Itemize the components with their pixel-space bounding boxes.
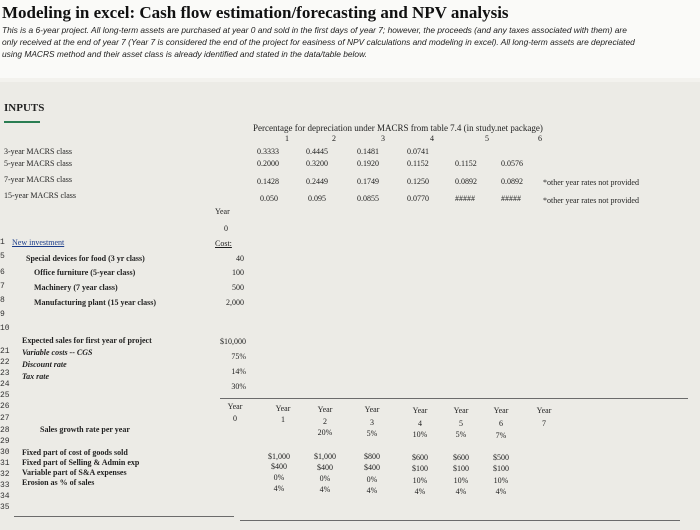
cost-value: 4% (273, 484, 285, 493)
year-number: 7 (542, 419, 546, 428)
invest-year-value: 0 (224, 224, 228, 233)
cost-label: Erosion as % of sales (22, 478, 95, 487)
macrs-col-num: 6 (538, 134, 542, 143)
sales-input-label: Discount rate (22, 360, 67, 369)
sales-input-label: Tax rate (22, 372, 50, 381)
row-number: 24 (0, 380, 10, 389)
year-header: Year (412, 406, 428, 415)
macrs-rate: 0.1481 (357, 147, 379, 156)
invest-year-label: Year (215, 207, 230, 216)
inputs-underline (4, 121, 40, 123)
year-number: 3 (370, 418, 374, 427)
macrs-rate: 0.1749 (357, 177, 379, 186)
cost-value: 0% (319, 474, 331, 483)
year-header: Year (364, 405, 380, 414)
cost-label: Variable part of S&A expenses (22, 468, 127, 477)
cost-value: 4% (495, 487, 507, 496)
macrs-rate: 0.0741 (407, 147, 429, 156)
macrs-rate: 0.050 (260, 194, 278, 203)
macrs-note: *other year rates not provided (543, 178, 639, 187)
invest-item-cost: 100 (232, 268, 244, 277)
problem-description: This is a 6-year project. All long-term assets are purchased at year 0 and sold in the first days of year 7; however, the proceeds (and any taxes associated with them) are only received at the end of year 7 (Year 7 is considered the end of the project for easiness of NPV calculations and modeling in excel). All long-term assets are depreciated using MACRS method and their asset class is already identified and stated in the data/table below. (2, 25, 635, 59)
row-number: 5 (0, 252, 5, 261)
macrs-rate: ##### (501, 194, 521, 203)
macrs-col-num: 4 (430, 134, 434, 143)
bottom-rule (240, 520, 680, 521)
macrs-rate: 0.1152 (455, 159, 477, 168)
macrs-rate: 0.3200 (306, 159, 328, 168)
invest-item-label: Manufacturing plant (15 year class) (34, 298, 157, 307)
macrs-rate: 0.1428 (257, 177, 279, 186)
cost-value: 4% (455, 487, 467, 496)
cost-value: 4% (319, 485, 331, 494)
invest-cost-label: Cost: (215, 239, 232, 248)
inputs-label: INPUTS (4, 102, 45, 114)
macrs-col-num: 5 (485, 134, 489, 143)
row-number: 1 (0, 238, 5, 247)
invest-item-label: Special devices for food (3 yr class) (26, 254, 145, 263)
macrs-class-label: 3-year MACRS class (4, 147, 72, 156)
cost-value: $1,000 (268, 452, 290, 461)
row-number: 8 (0, 296, 5, 305)
cost-value: $400 (271, 462, 287, 471)
row-number: 23 (0, 369, 10, 378)
macrs-rate: 0.4445 (306, 147, 328, 156)
invest-item-cost: 2,000 (226, 298, 244, 307)
year-number: 0 (233, 414, 237, 423)
cost-value: $100 (493, 464, 509, 473)
row-number: 22 (0, 358, 10, 367)
cost-value: $500 (493, 453, 509, 462)
year-number: 5 (459, 419, 463, 428)
macrs-col-num: 1 (285, 134, 289, 143)
cost-value: 4% (414, 487, 426, 496)
year-header: Year (275, 404, 291, 413)
macrs-heading: Percentage for depreciation under MACRS from table 7.4 (in study.net package) (253, 123, 543, 133)
invest-item-cost: 500 (232, 283, 244, 292)
row-number: 27 (0, 414, 10, 423)
year-header: Year (227, 402, 243, 411)
macrs-rate: 0.095 (308, 194, 326, 203)
macrs-class-label: 7-year MACRS class (4, 175, 72, 184)
row-number: 35 (0, 503, 10, 512)
macrs-rate: 0.0892 (501, 177, 523, 186)
row-number: 9 (0, 310, 5, 319)
year-header: Year (493, 406, 509, 415)
macrs-rate: 0.2000 (257, 159, 279, 168)
cost-value: 4% (366, 486, 378, 495)
cost-value: 10% (493, 476, 509, 485)
row-number: 10 (0, 324, 10, 333)
cost-value: 10% (453, 476, 469, 485)
row-number: 31 (0, 459, 10, 468)
cost-label: Fixed part of Selling & Admin exp (22, 458, 140, 467)
bottom-rule (14, 516, 234, 517)
cost-value: 0% (273, 473, 285, 482)
macrs-rate: 0.1152 (407, 159, 429, 168)
macrs-rate: ##### (455, 194, 475, 203)
year-header: Year (536, 406, 552, 415)
new-investment-header: New investment (12, 238, 65, 247)
row-number: 32 (0, 470, 10, 479)
macrs-rate: 0.2449 (306, 177, 328, 186)
macrs-rate: 0.0892 (455, 177, 477, 186)
macrs-class-label: 5-year MACRS class (4, 159, 72, 168)
sales-input-label: Variable costs -- CGS (22, 348, 93, 357)
cost-value: $600 (412, 453, 428, 462)
row-number: 26 (0, 402, 10, 411)
sales-input-label: Expected sales for first year of project (22, 336, 152, 345)
cost-value: $100 (453, 464, 469, 473)
year-number: 2 (323, 417, 327, 426)
growth-value: 10% (412, 430, 428, 439)
year-header: Year (317, 405, 333, 414)
macrs-rate: 0.3333 (257, 147, 279, 156)
year-header: Year (453, 406, 469, 415)
sales-input-value: 75% (231, 352, 246, 361)
row-number: 6 (0, 268, 5, 277)
growth-value: 5% (366, 429, 378, 438)
cost-value: $400 (317, 463, 333, 472)
invest-item-label: Machinery (7 year class) (34, 283, 118, 292)
cost-value: $1,000 (314, 452, 336, 461)
macrs-rate: 0.0855 (357, 194, 379, 203)
macrs-note: *other year rates not provided (543, 196, 639, 205)
macrs-class-label: 15-year MACRS class (4, 191, 76, 200)
growth-value: 20% (317, 428, 333, 437)
cost-value: 0% (366, 475, 378, 484)
row-number: 7 (0, 282, 5, 291)
row-number: 33 (0, 481, 10, 490)
year-number: 6 (499, 419, 503, 428)
year-header-rule (220, 398, 688, 399)
growth-label: Sales growth rate per year (40, 425, 130, 434)
sales-input-value: $10,000 (220, 337, 246, 346)
year-number: 4 (418, 419, 422, 428)
year-number: 1 (281, 415, 285, 424)
growth-value: 5% (455, 430, 467, 439)
macrs-rate: 0.1920 (357, 159, 379, 168)
row-number: 29 (0, 437, 10, 446)
invest-item-label: Office furniture (5-year class) (34, 268, 136, 277)
row-number: 28 (0, 426, 10, 435)
macrs-rate: 0.1250 (407, 177, 429, 186)
sales-input-value: 14% (231, 367, 246, 376)
page-title: Modeling in excel: Cash flow estimation/forecasting and NPV analysis (2, 3, 509, 22)
cost-label: Fixed part of cost of goods sold (22, 448, 128, 457)
cost-value: $100 (412, 464, 428, 473)
row-number: 34 (0, 492, 10, 501)
row-number: 25 (0, 391, 10, 400)
cost-value: 10% (412, 476, 428, 485)
invest-item-cost: 40 (236, 254, 244, 263)
sales-input-value: 30% (231, 382, 246, 391)
row-number: 21 (0, 347, 10, 356)
macrs-rate: 0.0770 (407, 194, 429, 203)
growth-value: 7% (495, 431, 507, 440)
row-number: 30 (0, 448, 10, 457)
macrs-col-num: 2 (332, 134, 336, 143)
macrs-rate: 0.0576 (501, 159, 523, 168)
problem-header (0, 0, 700, 78)
cost-value: $400 (364, 463, 380, 472)
macrs-col-num: 3 (381, 134, 385, 143)
cost-value: $800 (364, 452, 380, 461)
cost-value: $600 (453, 453, 469, 462)
